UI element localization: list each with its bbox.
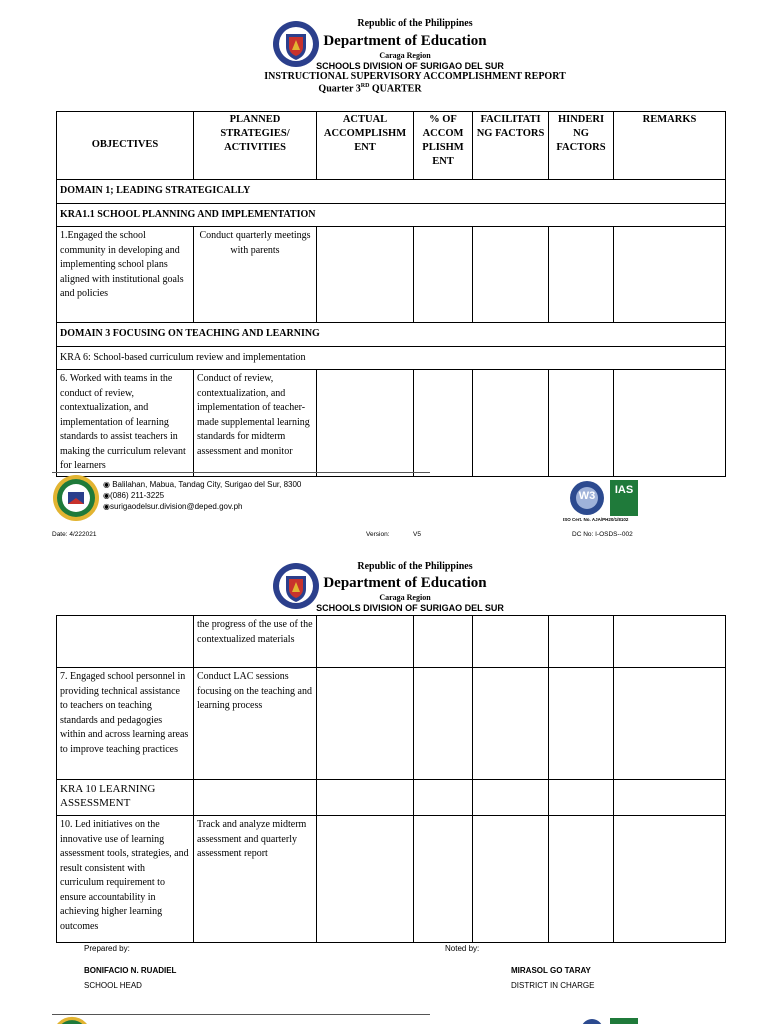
division-seal [52,474,100,522]
department-title: Department of Education [323,33,487,49]
table-row [57,323,726,347]
table-header-row [57,112,726,180]
noted-by-name: MIRASOL GO TARAY [511,966,591,975]
table-row [57,227,726,323]
footer-email-line: ◉surigaodelsur.division@deped.gov.ph [103,502,243,511]
w3-cert-logo-page2 [580,1018,604,1024]
prepared-by-title: SCHOOL HEAD [84,981,142,990]
footer-address-line: ◉ Balilahan, Mabua, Tandag City, Surigao del Sur, 8300 [103,480,302,489]
region-text-page2: Caraga Region [379,593,431,602]
col-actual: ACTUAL ACCOMPLISHM ENT [317,112,414,180]
ias-cert-logo-page2 [610,1018,638,1024]
col-hindering: HINDERI NG FACTORS [549,112,614,180]
table-row [57,668,726,780]
report-title: INSTRUCTIONAL SUPERVISORY ACCOMPLISHMENT REPORT [264,71,566,82]
version-value: V5 [413,531,421,538]
table-row [57,370,726,477]
iso-cert-number: ISO Cert. No. AJA/PH20/1/8102 [563,517,629,522]
ias-cert-logo: IAS [610,480,638,516]
email-icon: ◉ [103,502,110,511]
objective-1: 1.Engaged the school community in developing and implementing school plans aligned with institutional goals and policies [57,227,194,323]
col-planned: PLANNED STRATEGIES/ ACTIVITIES [194,112,317,180]
table-row [57,204,726,227]
activity-10: Track and analyze midterm assessment and quarterly assessment report [194,816,317,943]
division-text: SCHOOLS DIVISION OF SURIGAO DEL SUR [316,61,504,71]
footer-divider-page2 [52,1014,430,1015]
table-row [57,347,726,370]
prepared-by-name: BONIFACIO N. RUADIEL [84,966,177,975]
activity-6: Conduct of review, contextualization, and implementation of teacher-made supplemental learning standards for midterm assessment and monitor [194,370,317,477]
division-text-page2: SCHOOLS DIVISION OF SURIGAO DEL SUR [316,603,504,613]
footer-phone-line: ◉(086) 211-3225 [103,491,165,500]
phone-icon: ◉ [103,491,110,500]
table-row [57,780,726,816]
location-icon: ◉ [103,480,110,489]
prepared-by-label: Prepared by: [84,944,130,953]
region-text: Caraga Region [379,51,431,60]
division-seal-page2 [52,1016,92,1024]
department-title-page2: Department of Education [323,575,487,591]
col-remarks: REMARKS [614,112,726,180]
activity-1: Conduct quarterly meetings with parents [194,227,317,323]
noted-by-label: Noted by: [445,944,480,953]
accomplishment-table-continued [56,615,726,943]
activity-6-continued: the progress of the use of the contextualized materials [194,616,317,668]
activity-7: Conduct LAC sessions focusing on the teaching and learning process [194,668,317,780]
kra-1-label: KRA1.1 SCHOOL PLANNING AND IMPLEMENTATION [57,204,726,227]
domain-3-label: DOMAIN 3 FOCUSING ON TEACHING AND LEARNING [57,323,726,347]
col-objectives: OBJECTIVES [57,112,194,180]
objective-7: 7. Engaged school personnel in providing technical assistance to teachers on teaching standards and pedagogies within and across learning areas to improve teaching practices [57,668,194,780]
domain-1-label: DOMAIN 1; LEADING STRATEGICALLY [57,180,726,204]
w3-cert-logo: W3 [567,480,607,516]
objective-6: 6. Worked with teams in the conduct of review, contextualization, and implementation of learning standards to assist teachers in making the curriculum relevant for learners [57,370,194,477]
table-row [57,616,726,668]
footer-divider [52,472,430,473]
kra-6-label: KRA 6: School-based curriculum review and implementation [57,347,726,370]
doc-date: Date: 4/222021 [52,531,97,538]
republic-text-page2: Republic of the Philippines [357,561,473,572]
objective-10: 10. Led initiatives on the innovative use of learning assessment tools, strategies, and result consistent with curriculum requirement to ensure accountability in achieving higher learning outcomes [57,816,194,943]
kra-10-label: KRA 10 LEARNING ASSESSMENT [57,780,194,816]
republic-text: Republic of the Philippines [357,18,473,29]
accomplishment-table [56,111,726,477]
quarter-text: Quarter 3RD QUARTER [318,83,422,95]
version-label: Version: [366,531,390,538]
table-row [57,816,726,943]
table-row [57,180,726,204]
noted-by-title: DISTRICT IN CHARGE [511,981,595,990]
col-facilitating: FACILITATI NG FACTORS [473,112,549,180]
col-percent: % OF ACCOM PLISHM ENT [414,112,473,180]
dc-number: DC No: I-OSDS--002 [572,531,633,538]
